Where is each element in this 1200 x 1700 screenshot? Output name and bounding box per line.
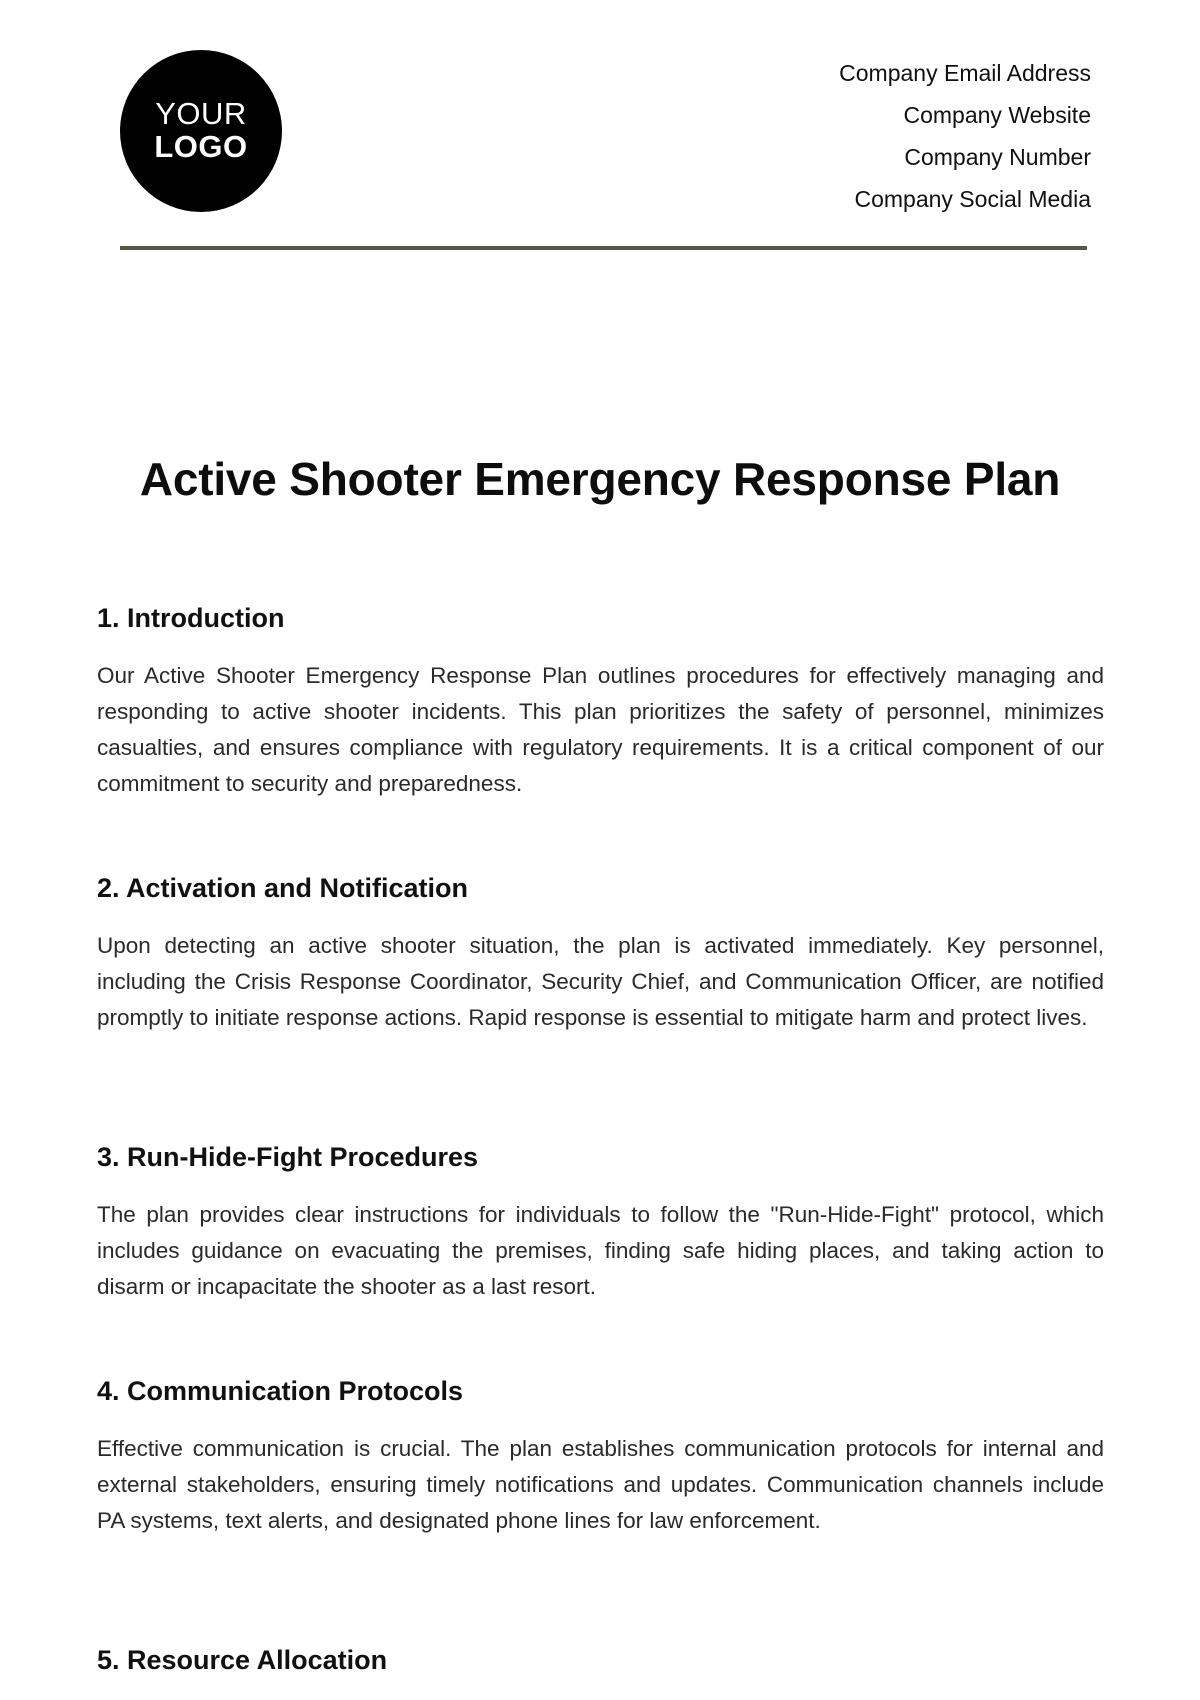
section-communication-protocols [97, 1373, 1104, 1539]
section-activation-notification [97, 870, 1104, 1036]
section-heading: 2. Activation and Notification [97, 873, 469, 903]
company-number: Company Number [904, 144, 1091, 170]
document-title: Active Shooter Emergency Response Plan [139, 453, 1061, 505]
section-heading: 5. Resource Allocation [97, 1645, 388, 1675]
section-heading: 1. Introduction [97, 603, 285, 633]
header-divider [120, 246, 1087, 250]
logo-line-2: LOGO [154, 129, 248, 164]
section-paragraph: Upon detecting an active shooter situation, the plan is activated immediately. Key personnel, including the Crisis Response Coordinator, Security Chief, and Communication Officer, are notified promptly to initiate response actions. Rapid response is essential to mitigate harm and protect lives. [97, 933, 1104, 1030]
section-paragraph: The plan provides clear instructions for individuals to follow the "Run-Hide-Fight" protocol, which includes guidance on evacuating the premises, finding safe hiding places, and taking action to disarm or incapacitate the shooter as a last resort. [97, 1202, 1104, 1299]
logo-line-1: YOUR [155, 96, 247, 132]
section-paragraph: Effective communication is crucial. The plan establishes communication protocols for internal and external stakeholders, ensuring timely notifications and updates. Communication channels include PA systems, text alerts, and designated phone lines for law enforcement. [97, 1436, 1104, 1533]
section-paragraph: Our Active Shooter Emergency Response Plan outlines procedures for effectively managing and responding to active shooter incidents. This plan prioritizes the safety of personnel, minimizes casualties, and ensures compliance with regulatory requirements. It is a critical component of our commitment to security and preparedness. [97, 663, 1104, 796]
company-contact-block [839, 52, 1091, 220]
section-introduction [97, 600, 1104, 802]
company-social-media: Company Social Media [854, 186, 1091, 212]
company-logo [120, 50, 282, 212]
company-website: Company Website [903, 102, 1091, 128]
section-heading: 3. Run-Hide-Fight Procedures [97, 1142, 479, 1172]
section-heading: 4. Communication Protocols [97, 1376, 464, 1406]
company-email: Company Email Address [839, 60, 1091, 86]
section-run-hide-fight [97, 1139, 1104, 1305]
section-resource-allocation [97, 1642, 1104, 1700]
